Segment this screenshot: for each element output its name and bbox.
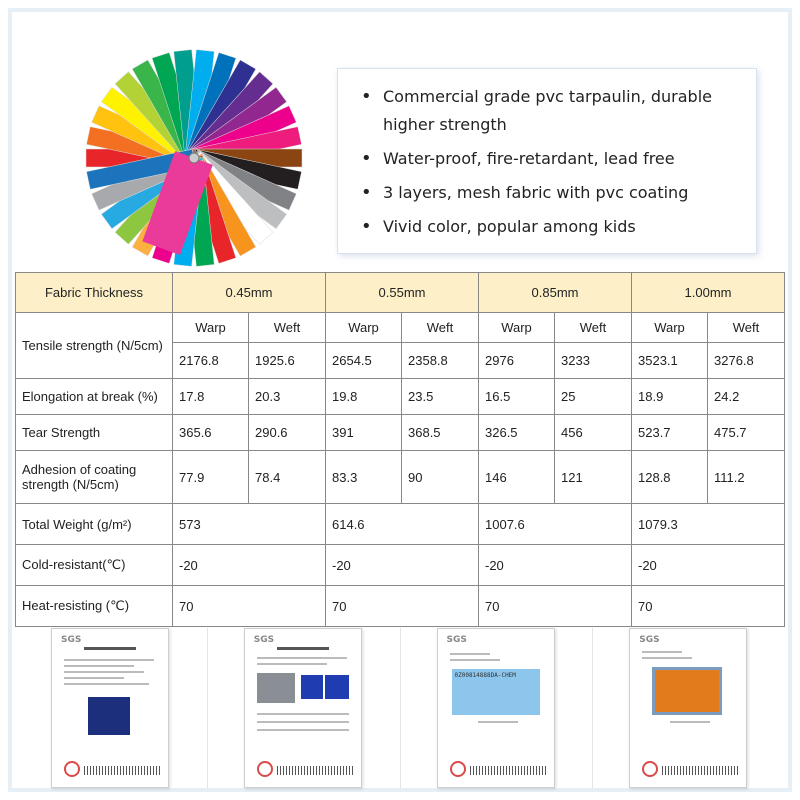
- cold-row: [16, 545, 785, 586]
- tensile-label: Tensile strength (N/5cm): [16, 313, 173, 379]
- feature-item: • Water-proof, fire-retardant, lead free: [358, 145, 746, 173]
- table-cell: 573: [173, 504, 326, 545]
- table-cell: 70: [173, 586, 326, 627]
- table-cell: 70: [326, 586, 479, 627]
- barcode-icon: [277, 766, 353, 775]
- tear-row: [16, 415, 785, 451]
- certificate-strip: [15, 628, 785, 788]
- stamp-icon: [450, 761, 466, 777]
- color-swatch-fan-image: [64, 48, 324, 278]
- table-cell: 20.3: [249, 379, 326, 415]
- table-cell: 77.9: [173, 451, 249, 504]
- fabric-sample-photo: [88, 697, 130, 735]
- table-cell: 391: [326, 415, 402, 451]
- sgs-test-report-1: [51, 628, 169, 788]
- table-cell: 18.9: [632, 379, 708, 415]
- table-cell: 70: [632, 586, 785, 627]
- table-cell: 78.4: [249, 451, 326, 504]
- sgs-test-report-4: [629, 628, 747, 788]
- adhesion-label: Adhesion of coating strength (N/5cm): [16, 451, 173, 504]
- thickness-0-45: 0.45mm: [173, 273, 326, 313]
- table-cell: -20: [479, 545, 632, 586]
- fabric-sample-photo: [652, 667, 722, 715]
- table-cell: 368.5: [402, 415, 479, 451]
- table-cell: 2654.5: [326, 343, 402, 379]
- specification-table: [15, 272, 785, 627]
- table-cell: 290.6: [249, 415, 326, 451]
- adhesion-row: [16, 451, 785, 504]
- certificate-cell: [401, 628, 594, 788]
- table-cell: 24.2: [708, 379, 785, 415]
- table-cell: 1925.6: [249, 343, 326, 379]
- certificate-cell: [15, 628, 208, 788]
- table-cell: 2358.8: [402, 343, 479, 379]
- thickness-header-row: [16, 273, 785, 313]
- sgs-test-report-3: [437, 628, 555, 788]
- table-cell: -20: [326, 545, 479, 586]
- subheader-weft: Weft: [555, 313, 632, 343]
- sgs-logo: SGS: [446, 635, 467, 645]
- table-cell: 121: [555, 451, 632, 504]
- weight-label: Total Weight (g/m²): [16, 504, 173, 545]
- subheader-weft: Weft: [249, 313, 326, 343]
- table-cell: -20: [173, 545, 326, 586]
- subheader-warp: Warp: [173, 313, 249, 343]
- table-cell: 523.7: [632, 415, 708, 451]
- table-cell: 16.5: [479, 379, 555, 415]
- table-cell: 365.6: [173, 415, 249, 451]
- table-cell: 3276.8: [708, 343, 785, 379]
- subheader-weft: Weft: [708, 313, 785, 343]
- features-list: [358, 83, 746, 241]
- fabric-sample-photo: [257, 673, 295, 703]
- table-cell: 70: [479, 586, 632, 627]
- sgs-logo: SGS: [253, 635, 275, 645]
- thickness-0-85: 0.85mm: [479, 273, 632, 313]
- table-cell: 17.8: [173, 379, 249, 415]
- table-cell: 2176.8: [173, 343, 249, 379]
- thickness-1-00: 1.00mm: [632, 273, 785, 313]
- elongation-label: Elongation at break (%): [16, 379, 173, 415]
- table-cell: 90: [402, 451, 479, 504]
- sgs-test-report-2: [244, 628, 362, 788]
- weight-row: [16, 504, 785, 545]
- table-cell: 1007.6: [479, 504, 632, 545]
- fabric-sample-photo: [301, 675, 323, 699]
- table-cell: 614.6: [326, 504, 479, 545]
- feature-item: • Vivid color, popular among kids: [358, 213, 746, 241]
- features-box: [337, 68, 757, 254]
- elongation-row: [16, 379, 785, 415]
- table-cell: -20: [632, 545, 785, 586]
- subheader-weft: Weft: [402, 313, 479, 343]
- barcode-icon: [662, 766, 738, 775]
- table-cell: 456: [555, 415, 632, 451]
- feature-item: • Commercial grade pvc tarpaulin, durable higher strength: [358, 83, 746, 139]
- table-cell: 25: [555, 379, 632, 415]
- table-cell: 3233: [555, 343, 632, 379]
- table-cell: 326.5: [479, 415, 555, 451]
- tear-label: Tear Strength: [16, 415, 173, 451]
- certificate-cell: [208, 628, 401, 788]
- table-cell: 23.5: [402, 379, 479, 415]
- subheader-warp: Warp: [632, 313, 708, 343]
- barcode-icon: [470, 766, 546, 775]
- swatch-pivot: [189, 153, 199, 163]
- table-cell: 19.8: [326, 379, 402, 415]
- stamp-icon: [257, 761, 273, 777]
- subheader-warp: Warp: [479, 313, 555, 343]
- table-cell: 475.7: [708, 415, 785, 451]
- cold-label: Cold-resistant(℃): [16, 545, 173, 586]
- report-code: 0Z00814888DA-CHEM: [454, 672, 516, 679]
- sgs-logo: SGS: [639, 635, 660, 645]
- table-cell: 146: [479, 451, 555, 504]
- fabric-sample-photo: [325, 675, 349, 699]
- subheader-warp: Warp: [326, 313, 402, 343]
- thickness-0-55: 0.55mm: [326, 273, 479, 313]
- certificate-cell: [593, 628, 785, 788]
- sgs-logo: SGS: [61, 635, 82, 645]
- table-cell: 83.3: [326, 451, 402, 504]
- table-cell: 128.8: [632, 451, 708, 504]
- table-cell: 1079.3: [632, 504, 785, 545]
- table-cell: 111.2: [708, 451, 785, 504]
- stamp-icon: [642, 761, 658, 777]
- stamp-icon: [64, 761, 80, 777]
- feature-item: • 3 layers, mesh fabric with pvc coating: [358, 179, 746, 207]
- fabric-thickness-label: Fabric Thickness: [16, 273, 173, 313]
- heat-row: [16, 586, 785, 627]
- heat-label: Heat-resisting (℃): [16, 586, 173, 627]
- barcode-icon: [84, 766, 160, 775]
- table-cell: 3523.1: [632, 343, 708, 379]
- warp-weft-row: [16, 313, 785, 343]
- table-cell: 2976: [479, 343, 555, 379]
